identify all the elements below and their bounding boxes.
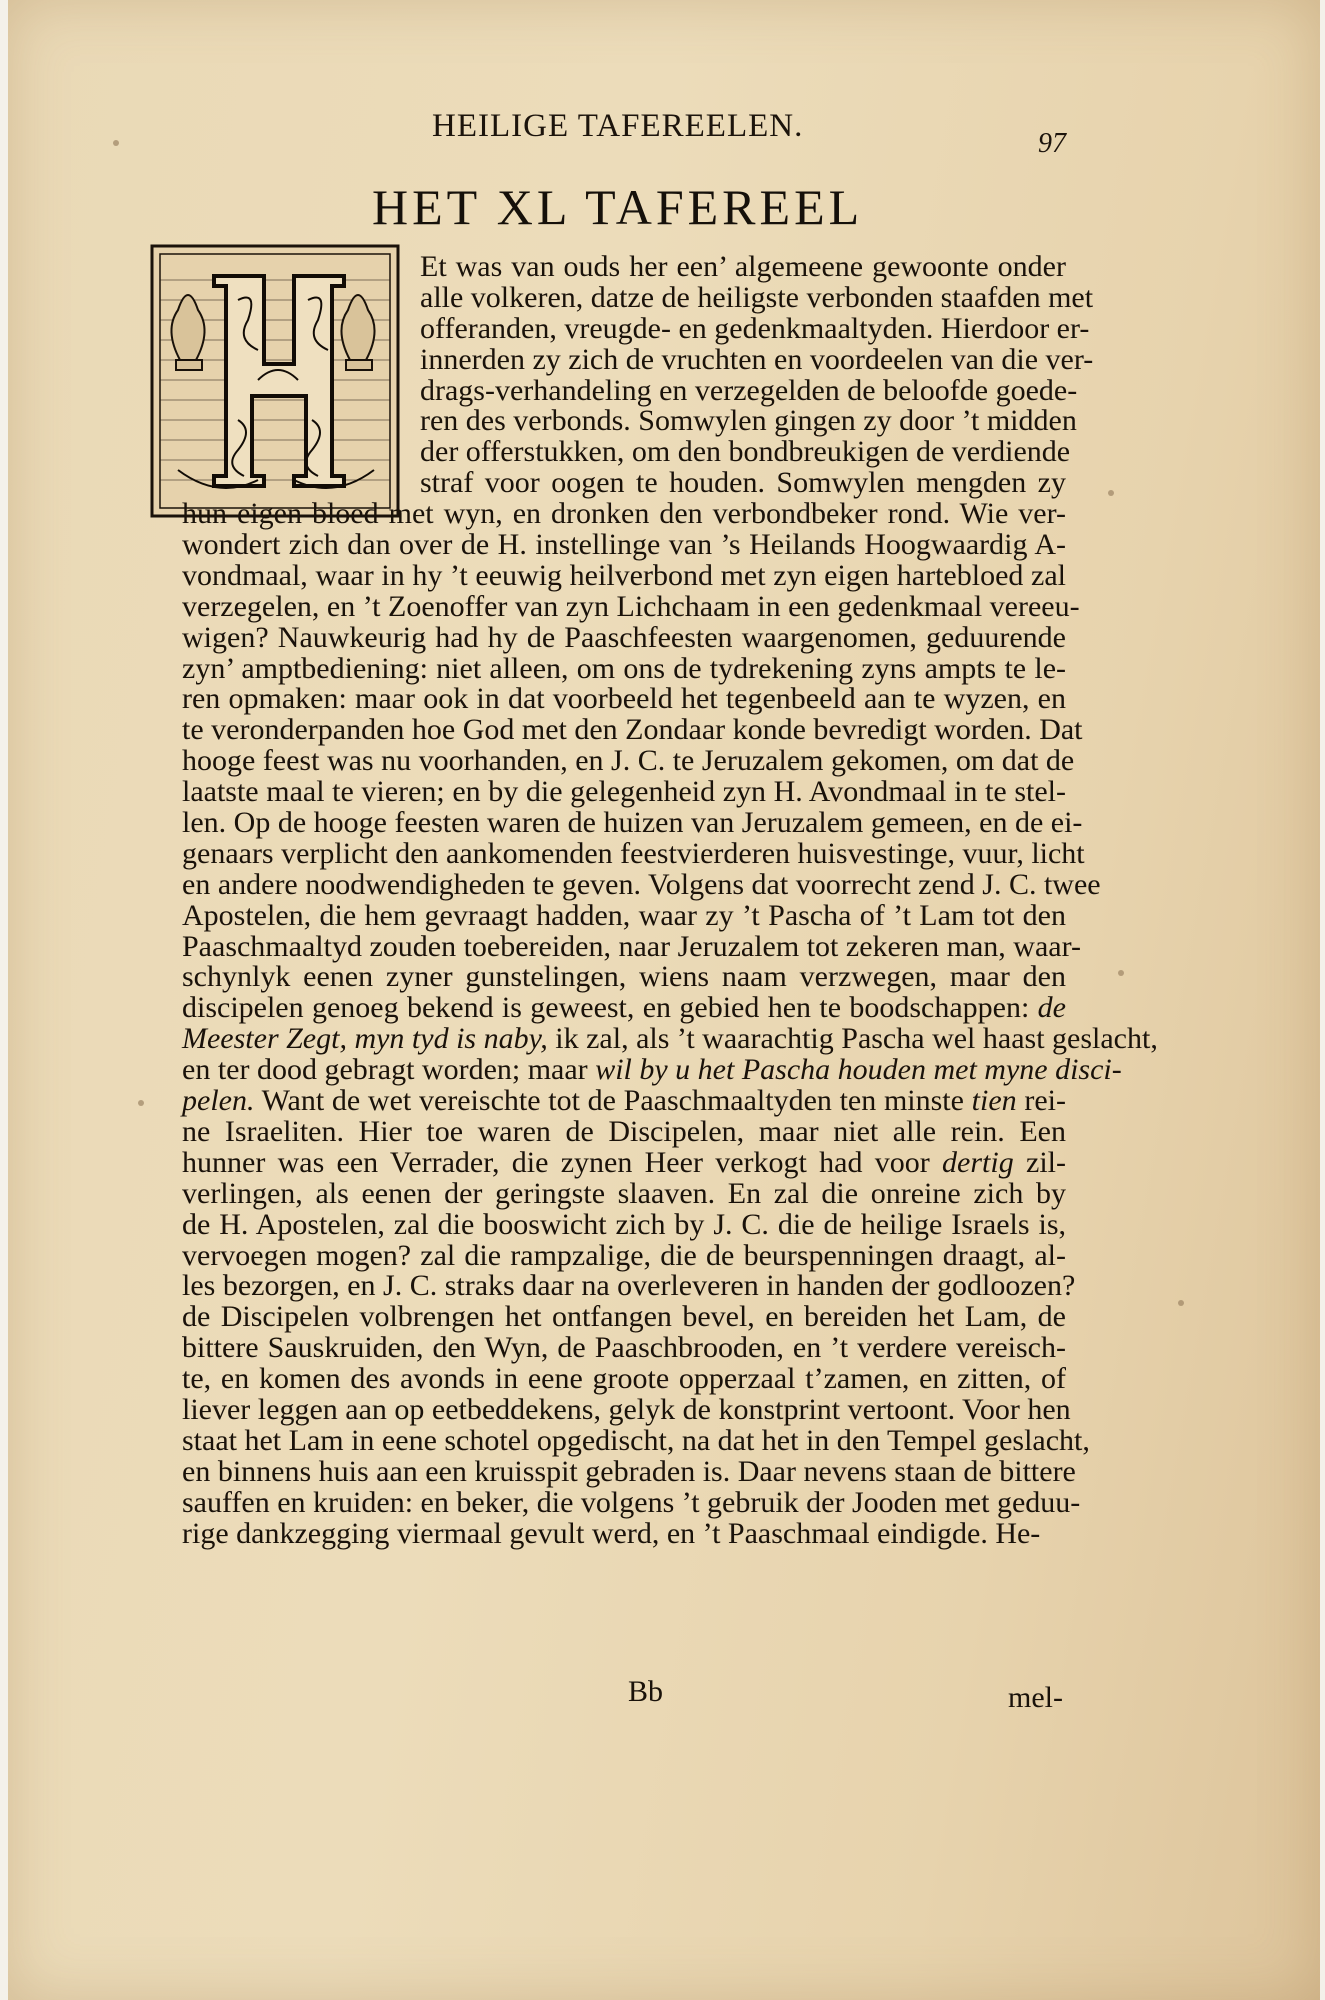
text-segment: te veronderpanden hoe God met den Zondaar konde bevredigt worden. Dat (182, 713, 1083, 747)
text-line (182, 1207, 1066, 1241)
text-line (182, 929, 1081, 963)
text-line (420, 342, 1094, 376)
text-segment: ne Israeliten. Hier toe waren de Discipelen, maar niet alle rein. Een (182, 1114, 1066, 1148)
text-segment: sauffen en kruiden: en beker, die volgens ’t gebruik der Jooden met geduu- (182, 1485, 1081, 1519)
text-segment: Want de wet vereischte tot de Paaschmaaltyden ten minste (254, 1084, 972, 1118)
text-segment: rige dankzegging viermaal gevult werd, en ’t Paaschmaal eindigde. He- (182, 1516, 1041, 1550)
text-segment: hunner was een Verrader, die zynen Heer verkogt had voor (182, 1145, 943, 1179)
text-line (182, 589, 1080, 623)
text-segment: vervoegen mogen? zal die rampzalige, die de beurspenningen draagt, al- (182, 1238, 1066, 1272)
text-segment: laatste maal te vieren; en by die gelegenheid zyn H. Avondmaal in te stel- (182, 775, 1066, 809)
signature-mark: Bb (628, 1675, 664, 1708)
text-line (182, 1114, 1066, 1148)
text-line (182, 962, 1066, 993)
page-footer (0, 1675, 1325, 1715)
text-segment: ren opmaken: maar ook in dat voorbeeld het tegenbeeld aan te wyzen, en (182, 682, 1066, 716)
text-segment: drags-verhandeling en verzegelden de beloofde goede- (420, 373, 1078, 407)
text-line (420, 468, 1066, 499)
text-line (182, 1053, 1122, 1087)
text-line (182, 713, 1083, 747)
text-segment: verlingen, als eenen der geringste slaaven. En zal die onreine zich by (182, 1176, 1066, 1210)
text-line (182, 777, 1066, 808)
text-segment: les bezorgen, en J. C. straks daar na overleveren in handen der godloozen? (182, 1269, 1076, 1303)
text-segment: Et was van ouds her een’ algemeene gewoonte onder (420, 250, 1066, 283)
text-segment: wondert zich dan over de H. instellinge van ’s Heilands Hoogwaardig A- (182, 528, 1066, 562)
text-segment: bittere Sauskruiden, den Wyn, de Paaschbrooden, en ’t verdere vereisch- (182, 1331, 1066, 1365)
text-line (182, 1145, 1066, 1179)
text-segment: hooge feest was nu voorhanden, en J. C. te Jeruzalem gekomen, om dat de (182, 744, 1075, 778)
text-segment: innerden zy zich de vruchten en voordeelen van die ver- (420, 342, 1094, 376)
text-line (182, 558, 1066, 592)
text-segment: vondmaal, waar in hy ’t eeuwig heilverbond met zyn eigen hartebloed zal (182, 558, 1066, 592)
catchword: mel- (1008, 1681, 1063, 1714)
text-segment: de H. Apostelen, zal die booswicht zich by J. C. die de heilige Israels is, (182, 1207, 1066, 1241)
text-line (182, 1454, 1076, 1488)
text-segment: schynlyk eenen zyner gunstelingen, wiens naam verzwegen, maar den (182, 960, 1066, 994)
text-line (182, 1022, 1158, 1056)
text-line (182, 684, 1066, 715)
text-segment: zil- (1013, 1145, 1066, 1179)
text-segment: zyn’ amptbediening: niet alleen, om ons de tydrekening zyns ampts te le- (182, 651, 1066, 685)
text-line (182, 1176, 1066, 1210)
text-line (182, 1485, 1081, 1519)
text-segment: en andere noodwendigheden te geven. Volgens dat voorrecht zend J. C. twee (182, 867, 1101, 901)
text-line (182, 620, 1066, 654)
italic-text: wil by u het Pascha houden met myne disci- (595, 1053, 1122, 1087)
body-text (182, 250, 1158, 1550)
text-segment: alle volkeren, datze de heiligste verbonden staafden met (420, 280, 1094, 314)
text-line (182, 1516, 1066, 1550)
text-segment: verzegelen, en ’t Zoenoffer van zyn Lichchaam in een gedenkmaal vereeu- (182, 589, 1080, 623)
italic-text: de (1037, 991, 1066, 1025)
page-number: 97 (1038, 128, 1066, 159)
text-line (182, 1086, 1066, 1117)
text-segment: der offerstukken, om den bondbreukigen de verdiende (420, 435, 1071, 469)
text-line (182, 530, 1066, 561)
text-segment: en ter dood gebragt worden; maar (182, 1053, 596, 1087)
text-segment: genaars verplicht den aankomenden feestvierderen huisvestinge, vuur, licht (182, 836, 1085, 870)
italic-text: dertig (942, 1145, 1014, 1179)
text-segment: straf voor oogen te houden. Somwylen mengden zy (420, 466, 1066, 500)
text-segment: en binnens huis aan een kruisspit gebraden is. Daar nevens staan de bittere (182, 1454, 1076, 1488)
text-line (182, 993, 1066, 1024)
paper-speck (138, 1100, 144, 1106)
text-line (420, 252, 1066, 283)
italic-text: pelen. (182, 1084, 255, 1118)
text-line (182, 1333, 1066, 1364)
paper-speck (1108, 490, 1114, 496)
text-line (420, 311, 1090, 345)
text-segment: ren des verbonds. Somwylen gingen zy door ’t midden (420, 404, 1077, 438)
text-line (420, 404, 1077, 438)
text-line (182, 836, 1085, 870)
text-line (182, 1238, 1066, 1272)
text-segment: liever leggen aan op eetbeddekens, gelyk de konstprint vertoont. Voor hen (182, 1392, 1071, 1426)
italic-text: tien (971, 1084, 1017, 1118)
text-segment: rei- (1016, 1084, 1066, 1118)
text-segment: Paaschmaaltyd zouden toebereiden, naar Jeruzalem tot zekeren man, waar- (182, 929, 1081, 963)
text-line (420, 373, 1078, 407)
text-segment: discipelen genoeg bekend is geweest, en gebied hen te boodschappen: (182, 991, 1038, 1025)
text-line (182, 898, 1066, 932)
paper-speck (1178, 1300, 1184, 1306)
paper-speck (1118, 970, 1124, 976)
italic-text: Meester Zegt, myn tyd is naby, (182, 1022, 548, 1056)
text-line (420, 435, 1071, 469)
text-segment: ik zal, als ’t waarachtig Pascha wel haast geslacht, (547, 1022, 1158, 1056)
text-segment: offeranden, vreugde- en gedenkmaaltyden. Hierdoor er- (420, 311, 1090, 345)
text-line (420, 280, 1094, 314)
text-segment: Apostelen, die hem gevraagt hadden, waar zy ’t Pascha of ’t Lam tot den (182, 898, 1066, 932)
text-line (182, 867, 1101, 901)
text-line (182, 744, 1075, 778)
text-segment: hun eigen bloed met wyn, en dronken den verbondbeker rond. Wie ver- (182, 497, 1066, 531)
text-line (182, 651, 1066, 685)
text-line (182, 1392, 1071, 1426)
text-line (182, 806, 1083, 840)
text-segment: wigen? Nauwkeurig had hy de Paaschfeesten waargenomen, geduurende (182, 620, 1066, 654)
running-head: HEILIGE TAFEREELEN. (432, 108, 804, 144)
text-line (182, 1302, 1066, 1333)
text-segment: te, en komen des avonds in eene groote opperzaal t’zamen, en zitten, of (182, 1362, 1066, 1396)
text-line (182, 1269, 1076, 1303)
text-line (182, 499, 1066, 530)
page-header (0, 108, 1325, 158)
text-segment: de Discipelen volbrengen het ontfangen bevel, en bereiden het Lam, de (182, 1300, 1066, 1334)
text-segment: len. Op de hooge feesten waren de huizen van Jeruzalem gemeen, en de ei- (182, 806, 1083, 840)
text-line (182, 1423, 1090, 1457)
chapter-title: HET XL TAFEREEL (372, 179, 864, 235)
text-line (182, 1364, 1066, 1395)
text-segment: staat het Lam in eene schotel opgedischt, na dat het in den Tempel geslacht, (182, 1423, 1090, 1457)
